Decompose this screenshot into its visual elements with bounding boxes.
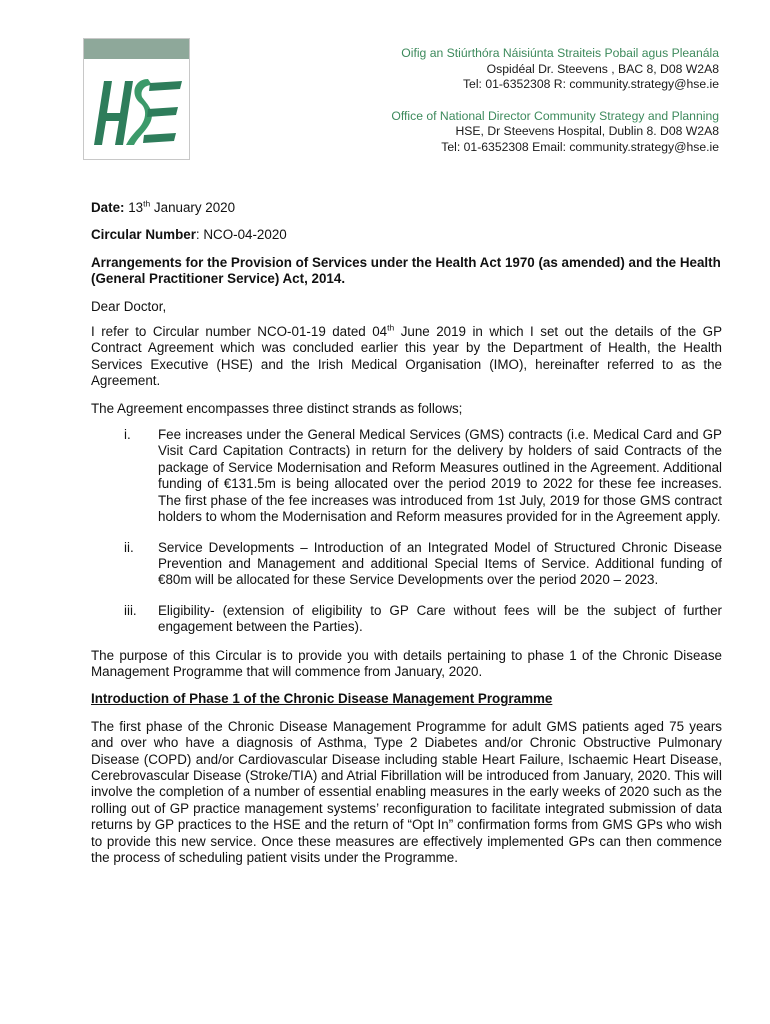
list-item-text: Eligibility- (extension of eligibility to GP Care without fees will be the subject of further engagement between the Parties). xyxy=(158,602,722,635)
list-item-text: Fee increases under the General Medical Services (GMS) contracts (i.e. Medical Card and GP Visit Card Capitation Contracts) in return for the delivery by holders of said Contracts of the package of Service Modernisation and Reform Measures outlined in the Agreement. Additional funding of €131.5m is being allocated over the period 2019 to 2022 for these fee increases. The first phase of the fee increases was introduced from 1st July, 2019 for those GMS contract holders to whom the Modernisation and Reform measures provided for in the Agreement apply. xyxy=(158,427,722,525)
intro-suffix: th xyxy=(387,322,395,333)
irish-address: Ospidéal Dr. Steevens , BAC 8, D08 W2A8 xyxy=(486,61,719,76)
circular-value: : NCO-04-2020 xyxy=(195,227,287,243)
list-item xyxy=(91,427,722,525)
english-office-name: Office of National Director Community Strategy and Planning xyxy=(391,108,719,123)
letterhead xyxy=(391,46,719,156)
circular-label: Circular Number xyxy=(91,227,196,243)
hse-logo xyxy=(83,38,190,160)
irish-contact: Tel: 01-6352308 R: community.strategy@hse.ie xyxy=(462,77,719,92)
intro-after: June 2019 in which I set out the details of the GP Contract Agreement which was concluded earlier this year by the Department of Health, the Health Services Executive (HSE) and the Irish Medical Organisation (IMO), hereinafter referred to as the Agreement. xyxy=(91,324,722,389)
list-item xyxy=(91,603,722,636)
intro-paragraph xyxy=(91,324,722,390)
intro-before: I refer to Circular number NCO-01-19 dated 04 xyxy=(91,324,388,340)
date-line xyxy=(91,200,722,216)
irish-office-name: Oifig an Stiúrthóra Náisiúnta Straiteis Pobail agus Pleanála xyxy=(401,46,719,60)
date-day: 13 xyxy=(124,200,144,215)
subject-line: Arrangements for the Provision of Services under the Health Act 1970 (as amended) and the Health (General Practitioner Service) Act, 2014. xyxy=(91,254,721,287)
list-item-number: i. xyxy=(124,427,131,443)
hse-logo-icon xyxy=(90,73,184,153)
strands-intro: The Agreement encompasses three distinct strands as follows; xyxy=(91,400,463,416)
english-contact: Tel: 01-6352308 Email: community.strategy@hse.ie xyxy=(441,139,719,154)
date-suffix: th xyxy=(143,198,151,209)
list-item-text: Service Developments – Introduction of an Integrated Model of Structured Chronic Disease Prevention and Management and additional Special Items of Service. Additional funding of €80m will be allocated for these Service Developments over the period 2020 – 2023. xyxy=(158,539,722,588)
salutation: Dear Doctor, xyxy=(91,298,167,314)
list-item-number: iii. xyxy=(124,602,137,618)
list-item-number: ii. xyxy=(124,539,134,555)
circular-line xyxy=(91,227,722,243)
section-heading: Introduction of Phase 1 of the Chronic Disease Management Programme xyxy=(91,691,553,707)
date-rest: January 2020 xyxy=(150,200,236,215)
date-label: Date: xyxy=(91,200,125,215)
letter-body xyxy=(91,200,722,866)
english-address: HSE, Dr Steevens Hospital, Dublin 8. D08 W2A8 xyxy=(455,124,719,139)
purpose-paragraph: The purpose of this Circular is to provide you with details pertaining to phase 1 of the Chronic Disease Management Programme that will commence from January, 2020. xyxy=(91,647,722,679)
section-body: The first phase of the Chronic Disease Management Programme for adult GMS patients aged 75 years and over who have a diagnosis of Asthma, Type 2 Diabetes and/or Chronic Obstructive Pulmonary Disease (COPD) and/or Cardiovascular Disease including stable Heart Failure, Ischaemic Heart Disease, Cerebrovascular Disease (Stroke/TIA) and Atrial Fibrillation will be introduced from January, 2020. This will involve the completion of a number of essential enabling measures in the early weeks of 2020 such as the rolling out of GP practice management systems’ reconfiguration to facilitate integrated submission of data returns by GP practices to the HSE and the return of “Opt In” confirmation forms from GMS GPs who wish to provide this new service. Once these measures are effectively implemented GPs can then commence the process of scheduling patient visits under the Programme. xyxy=(91,718,722,865)
strands-list xyxy=(91,427,722,635)
list-item xyxy=(91,540,722,589)
logo-top-bar xyxy=(84,39,189,59)
